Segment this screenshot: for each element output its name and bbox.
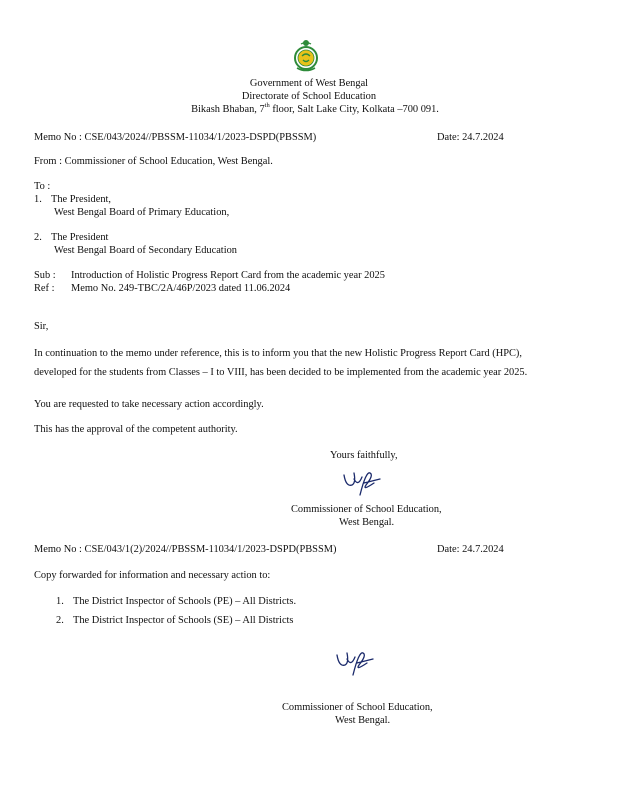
- signatory-state: West Bengal.: [339, 517, 395, 528]
- header-government: Government of West Bengal: [249, 78, 369, 89]
- recipient-2-org: West Bengal Board of Secondary Education: [54, 245, 237, 256]
- subject-line: Sub : Introduction of Holistic Progress Report Card from the academic year 2025: [34, 270, 385, 281]
- closing: Yours faithfully,: [330, 450, 398, 461]
- memo-date: Date: 24.7.2024: [437, 132, 504, 143]
- from-line: From : Commissioner of School Education, West Bengal.: [34, 156, 273, 167]
- reference-line: Ref : Memo No. 249-TBC/2A/46P/2023 dated 11.06.2024: [34, 283, 291, 294]
- memo-number-2: Memo No : CSE/043/1(2)/2024//PBSSM-11034/1/2023-DSPD(PBSSM): [34, 544, 337, 555]
- recipient-1: 1. The President,: [34, 194, 112, 205]
- west-bengal-emblem-icon: [292, 38, 320, 74]
- signatory-2-state: West Bengal.: [335, 715, 391, 726]
- signatory-2-title: Commissioner of School Education,: [282, 702, 433, 713]
- copy-item-1: 1. The District Inspector of Schools (PE) – All Districts.: [56, 596, 297, 607]
- recipient-2: 2. The President: [34, 232, 109, 243]
- to-label: To :: [34, 181, 51, 192]
- signature-icon: [340, 465, 386, 501]
- copy-item-2: 2. The District Inspector of Schools (SE) – All Districts: [56, 615, 294, 626]
- body-paragraph-1-line-2: developed for the students from Classes – I to VIII, has been decided to be implemented from the academic year 2025.: [34, 367, 528, 378]
- memo-date-2: Date: 24.7.2024: [437, 544, 504, 555]
- body-paragraph-2: You are requested to take necessary action accordingly.: [34, 399, 264, 410]
- body-paragraph-1-line-1: In continuation to the memo under reference, this is to inform you that the new Holistic Progress Report Card (HPC),: [34, 348, 522, 359]
- signature-icon: [333, 645, 379, 681]
- header-address: Bikash Bhaban, 7th floor, Salt Lake City, Kolkata –700 091.: [191, 102, 439, 115]
- salutation: Sir,: [34, 321, 49, 332]
- memo-number: Memo No : CSE/043/2024//PBSSM-11034/1/2023-DSPD(PBSSM): [34, 132, 317, 143]
- signatory-title: Commissioner of School Education,: [291, 504, 442, 515]
- header-directorate: Directorate of School Education: [241, 91, 377, 102]
- recipient-1-org: West Bengal Board of Primary Education,: [54, 207, 230, 218]
- body-paragraph-3: This has the approval of the competent authority.: [34, 424, 238, 435]
- copy-intro: Copy forwarded for information and necessary action to:: [34, 570, 271, 581]
